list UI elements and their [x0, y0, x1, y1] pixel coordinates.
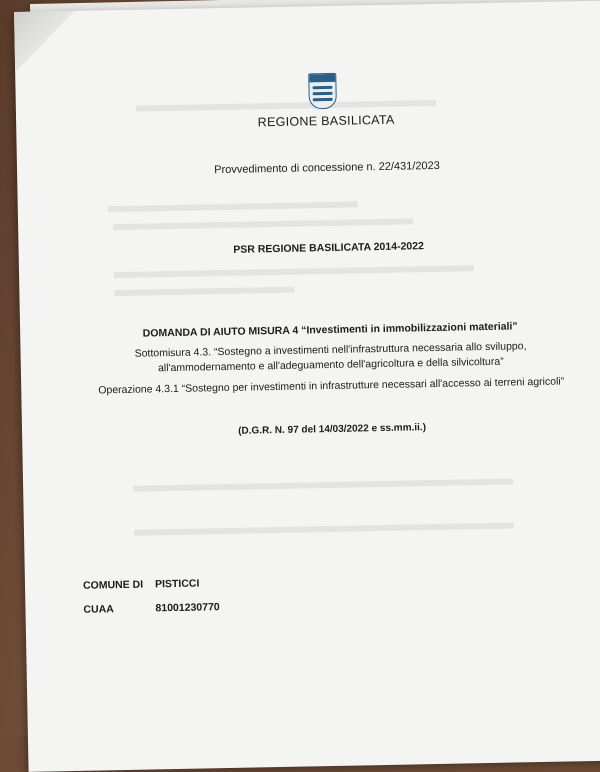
sottomisura-line-1: Sottomisura 4.3. “Sostegno a investimenti nell'infrastruttura necessaria allo sviluppo,: [134, 340, 527, 360]
domanda-title: DOMANDA DI AIUTO MISURA 4 “Investimenti in immobilizzazioni materiali”: [142, 320, 518, 340]
bleed-through-mark: [134, 522, 514, 535]
region-name: REGIONE BASILICATA: [257, 112, 395, 130]
bleed-through-mark: [114, 265, 474, 278]
cuaa-value: 81001230770: [155, 601, 220, 615]
sottomisura-line-2: all'ammodernamento e all'adeguamento dell'agricoltura e della silvicoltura”: [157, 355, 504, 375]
bleed-through-mark: [108, 201, 358, 212]
comune-label: COMUNE DI: [82, 578, 144, 592]
provvedimento-line: Provvedimento di concessione n. 22/431/2023: [214, 159, 440, 177]
bleed-through-mark: [133, 479, 513, 492]
regione-basilicata-coat-of-arms-icon: [308, 73, 337, 110]
cuaa-label: CUAA: [83, 603, 114, 616]
bleed-through-mark: [114, 287, 294, 296]
document-page: [14, 0, 600, 772]
bleed-through-mark: [136, 100, 436, 112]
bleed-through-mark: [113, 218, 413, 230]
program-title: PSR REGIONE BASILICATA 2014-2022: [233, 240, 424, 256]
operazione-line: Operazione 4.3.1 “Sostegno per investimenti in infrastrutture necessari all'accesso ai terreni agricoli”: [98, 375, 565, 397]
dgr-reference: (D.G.R. N. 97 del 14/03/2022 e ss.mm.ii.): [238, 422, 427, 437]
folded-corner: [14, 11, 75, 72]
comune-value: PISTICCI: [154, 577, 200, 591]
